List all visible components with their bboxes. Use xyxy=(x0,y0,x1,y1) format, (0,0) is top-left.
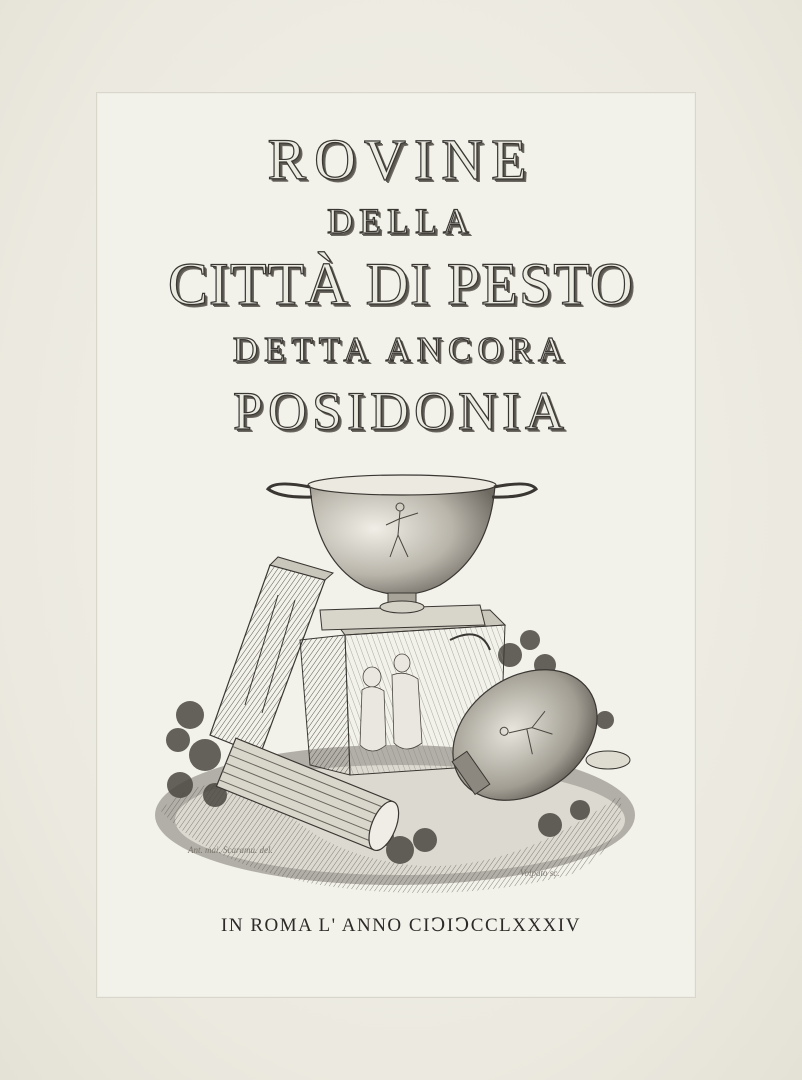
engraver-signature: Volpato sc. xyxy=(520,868,560,878)
title-line-della: DELLA xyxy=(327,201,475,241)
imprint-line: IN ROMA L' ANNO CIↃIↃCCLXXXIV xyxy=(221,915,581,936)
title-line-rovine: ROVINE xyxy=(267,127,535,192)
engraving-vase-ruins-icon xyxy=(150,465,650,895)
title-line-detta-ancora: DETTA ANCORA xyxy=(232,330,570,369)
title-line-citta-di-pesto: CITTÀ DI PESTO xyxy=(167,251,635,317)
title-line-posidonia: POSIDONIA xyxy=(232,381,569,441)
draughtsman-signature: Ant. mai. Scaramu. del. xyxy=(188,845,273,855)
